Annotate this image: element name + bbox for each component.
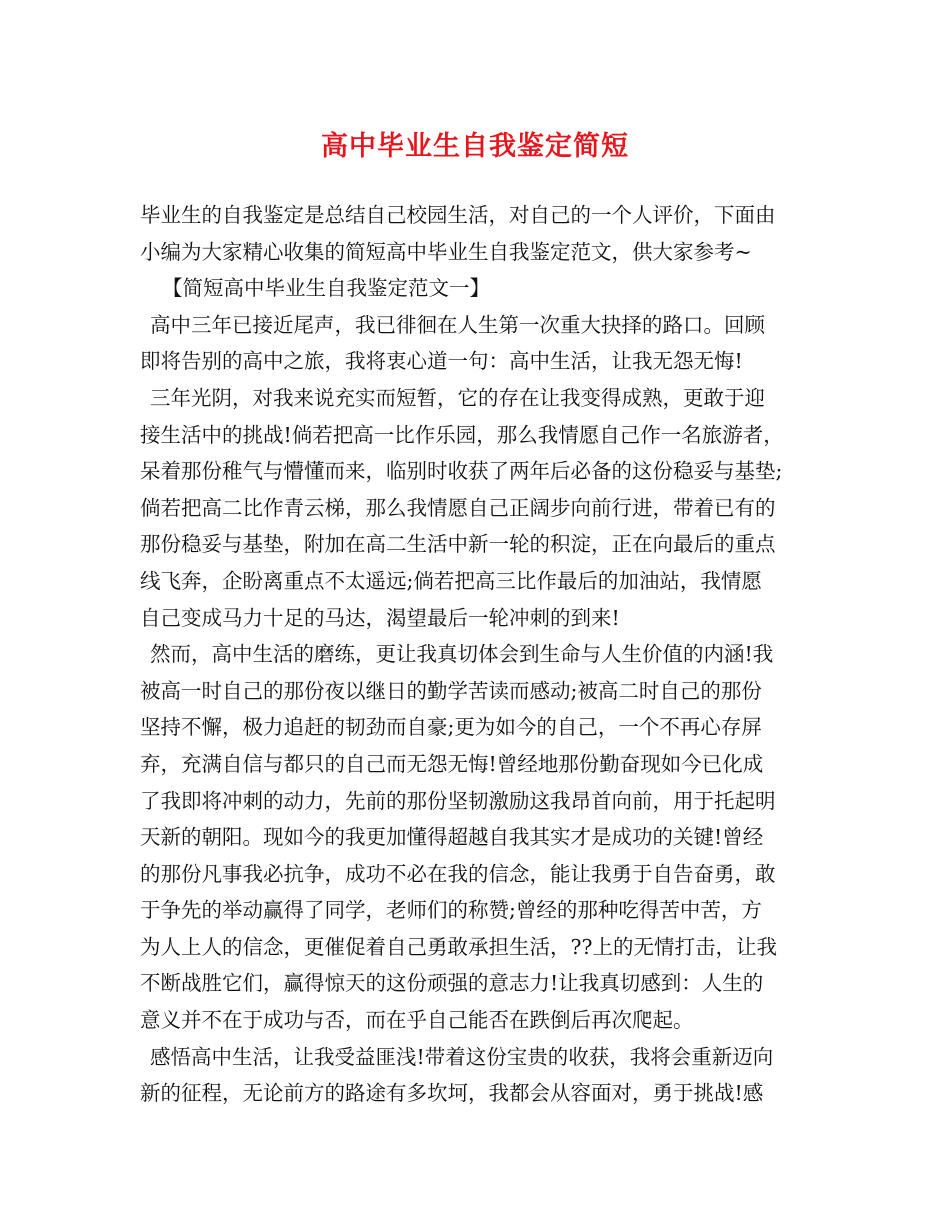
body-line: 感悟高中生活，让我受益匪浅!带着这份宝贵的收获，我将会重新迈向 [150,1044,774,1069]
body-line: 的那份凡事我必抗争，成功不必在我的信念，能让我勇于自告奋勇，敢 [140,861,776,886]
section-heading: 【简短高中毕业生自我鉴定范文一】 [162,276,490,301]
body-line: 接生活中的挑战!倘若把高一比作乐园，那么我情愿自己作一名旅游者， [140,422,784,447]
body-line: 即将告别的高中之旅，我将衷心道一句：高中生活，让我无怨无悔! [140,349,743,374]
body-line: 然而，高中生活的磨练，更让我真切体会到生命与人生价值的内涵!我 [150,642,774,667]
body-line: 坚持不懈，极力追赶的韧劲而自豪;更为如今的自己，一个不再心存屏 [140,715,762,740]
body-line: 意义并不在于成功与否，而在乎自己能否在跌倒后再次爬起。 [140,1008,694,1033]
body-line: 于争先的举动赢得了同学，老师们的称赞;曾经的那种吃得苦中苦，方 [140,898,762,923]
document-title: 高中毕业生自我鉴定简短 [321,131,629,162]
document-body [140,197,816,1112]
body-line: 自己变成马力十足的马达，渴望最后一轮冲刺的到来! [140,605,620,630]
body-line: 了我即将冲刺的动力，先前的那份坚韧激励这我昂首向前，用于托起明 [140,788,776,813]
body-line: 新的征程，无论前方的路途有多坎坷，我都会从容面对，勇于挑战!感 [140,1081,764,1106]
body-line: 倘若把高二比作青云梯，那么我情愿自己正阔步向前行进，带着已有的 [140,495,776,520]
body-line: 毕业生的自我鉴定是总结自己校园生活，对自己的一个人评价，下面由 [140,203,776,227]
body-line: 那份稳妥与基垫，附加在高二生活中新一轮的积淀，正在向最后的重点 [140,532,776,557]
body-line: 弃，充满自信与都只的自己而无怨无悔!曾经地那份勤奋现如今已化成 [140,751,764,776]
body-line: 不断战胜它们，赢得惊天的这份顽强的意志力!让我真切感到：人生的 [140,971,764,996]
body-line: 三年光阴，对我来说充实而短暂，它的存在让我变得成熟，更敢于迎 [150,385,765,410]
body-line: 被高一时自己的那份夜以继日的勤学苦读而感动;被高二时自己的那份 [140,678,762,703]
body-line: 天新的朝阳。现如今的我更加懂得超越自我其实才是成功的关键!曾经 [140,825,764,850]
body-line: 线飞奔，企盼离重点不太遥远;倘若把高三比作最后的加油站，我情愿 [140,568,762,593]
body-line: 高中三年已接近尾声，我已徘徊在人生第一次重大抉择的路口。回顾 [150,312,765,337]
body-line: 为人上人的信念，更催促着自己勇敢承担生活，??上的无情打击，让我 [140,934,777,959]
body-line: 呆着那份稚气与懵懂而来，临别时收获了两年后必备的这份稳妥与基垫; [140,459,783,484]
body-line: 小编为大家精心收集的简短高中毕业生自我鉴定范文，供大家参考~ [140,239,752,264]
